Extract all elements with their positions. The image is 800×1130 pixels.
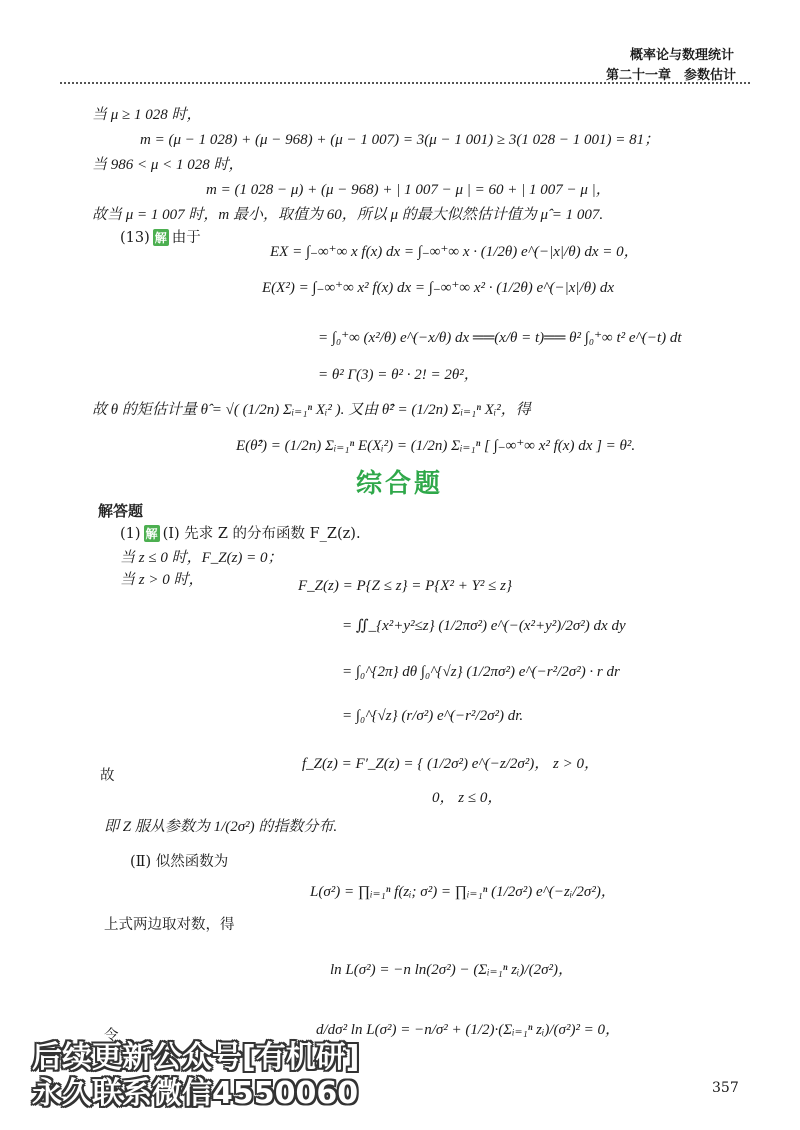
section-title: 综合题: [356, 469, 444, 499]
equation: m = (1 028 − μ) + (μ − 968) + | 1 007 − μ | = 60 + | 1 007 − μ |，: [206, 182, 611, 198]
equation: f_Z(z) = F′_Z(z) = { (1/2σ²) e^(−z/2σ²)， z > 0，: [302, 756, 599, 772]
item-number: (13): [120, 230, 150, 246]
equation: F_Z(z) = P{Z ≤ z} = P{X² + Y² ≤ z}: [298, 578, 512, 594]
item-text: 由于: [171, 230, 201, 246]
header-divider: [60, 82, 750, 84]
solution-badge: 解: [154, 231, 167, 245]
text-line: 上式两边取对数，得: [104, 917, 235, 933]
equation: = θ² Γ(3) = θ² · 2! = 2θ²，: [318, 367, 479, 383]
item-13: [120, 226, 201, 247]
equation: ln L(σ²) = −n ln(2σ²) − (Σᵢ₌₁ⁿ zᵢ)/(2σ²)，: [330, 962, 573, 978]
book-title: 概率论与数理统计: [630, 48, 735, 63]
equation: d/dσ² ln L(σ²) = −n/σ² + (1/2)·(Σᵢ₌₁ⁿ zᵢ)/(σ²)² = 0，: [316, 1022, 621, 1038]
text-line: 故当 μ = 1 007 时，m 最小，取值为 60，所以 μ 的最大似然估计值为 μ̂ = 1 007.: [92, 207, 604, 223]
text-line: (Ⅱ) 似然函数为: [130, 854, 229, 870]
page-number: 357: [712, 1080, 739, 1096]
equation: 0， z ≤ 0，: [432, 790, 503, 806]
equation: L(σ²) = ∏ᵢ₌₁ⁿ f(zᵢ; σ²) = ∏ᵢ₌₁ⁿ (1/2σ²) e^(−zᵢ/2σ²)，: [310, 884, 616, 900]
chapter-title: 第二十一章 参数估计: [606, 68, 737, 83]
equation: E(X²) = ∫₋∞⁺∞ x² f(x) dx = ∫₋∞⁺∞ x² · (1/2θ) e^(−|x|/θ) dx: [262, 280, 614, 296]
equation: EX = ∫₋∞⁺∞ x f(x) dx = ∫₋∞⁺∞ x · (1/2θ) e^(−|x|/θ) dx = 0，: [270, 244, 639, 260]
text-line: 当 z ≤ 0 时，F_Z(z) = 0；: [120, 550, 283, 566]
text-line: 令: [104, 1028, 119, 1044]
watermark-line-1: 后续更新公众号[有机研]: [32, 1040, 360, 1075]
text-line: 当 986 < μ < 1 028 时，: [92, 157, 244, 173]
equation: = ∫₀⁺∞ (x²/θ) e^(−x/θ) dx ══(x/θ = t)══ θ² ∫₀⁺∞ t² e^(−t) dt: [318, 330, 682, 346]
text-line: 当 μ ≥ 1 028 时，: [92, 107, 202, 123]
item-text: (Ⅰ) 先求 Z 的分布函数 F_Z(z).: [162, 526, 361, 542]
text-line: 即 Z 服从参数为 1/(2σ²) 的指数分布.: [104, 819, 338, 835]
watermark-line-2: 永久联系微信4550060: [32, 1076, 359, 1111]
equation: E(θ̂²) = (1/2n) Σᵢ₌₁ⁿ E(Xᵢ²) = (1/2n) Σᵢ₌₁ⁿ [ ∫₋∞⁺∞ x² f(x) dx ] = θ².: [236, 438, 636, 454]
equation: = ∬_{x²+y²≤z} (1/2πσ²) e^(−(x²+y²)/2σ²) dx dy: [342, 618, 626, 634]
text-line: 故: [100, 768, 115, 784]
equation: = ∫₀^{√z} (r/σ²) e^(−r²/2σ²) dr.: [342, 708, 524, 724]
equation: = ∫₀^{2π} dθ ∫₀^{√z} (1/2πσ²) e^(−r²/2σ²) · r dr: [342, 664, 620, 680]
text-line: 当 z > 0 时，: [120, 572, 204, 588]
item-number: (1): [120, 526, 141, 542]
equation: 故 θ 的矩估计量 θ̂ = √( (1/2n) Σᵢ₌₁ⁿ Xᵢ² ). 又由 θ̂² = (1/2n) Σᵢ₌₁ⁿ Xᵢ²，得: [92, 402, 531, 418]
item-1: [120, 522, 361, 543]
subsection-title: 解答题: [98, 502, 144, 520]
solution-badge: 解: [145, 527, 158, 541]
equation: m = (μ − 1 028) + (μ − 968) + (μ − 1 007) = 3(μ − 1 001) ≥ 3(1 028 − 1 001) = 81；: [140, 132, 660, 148]
